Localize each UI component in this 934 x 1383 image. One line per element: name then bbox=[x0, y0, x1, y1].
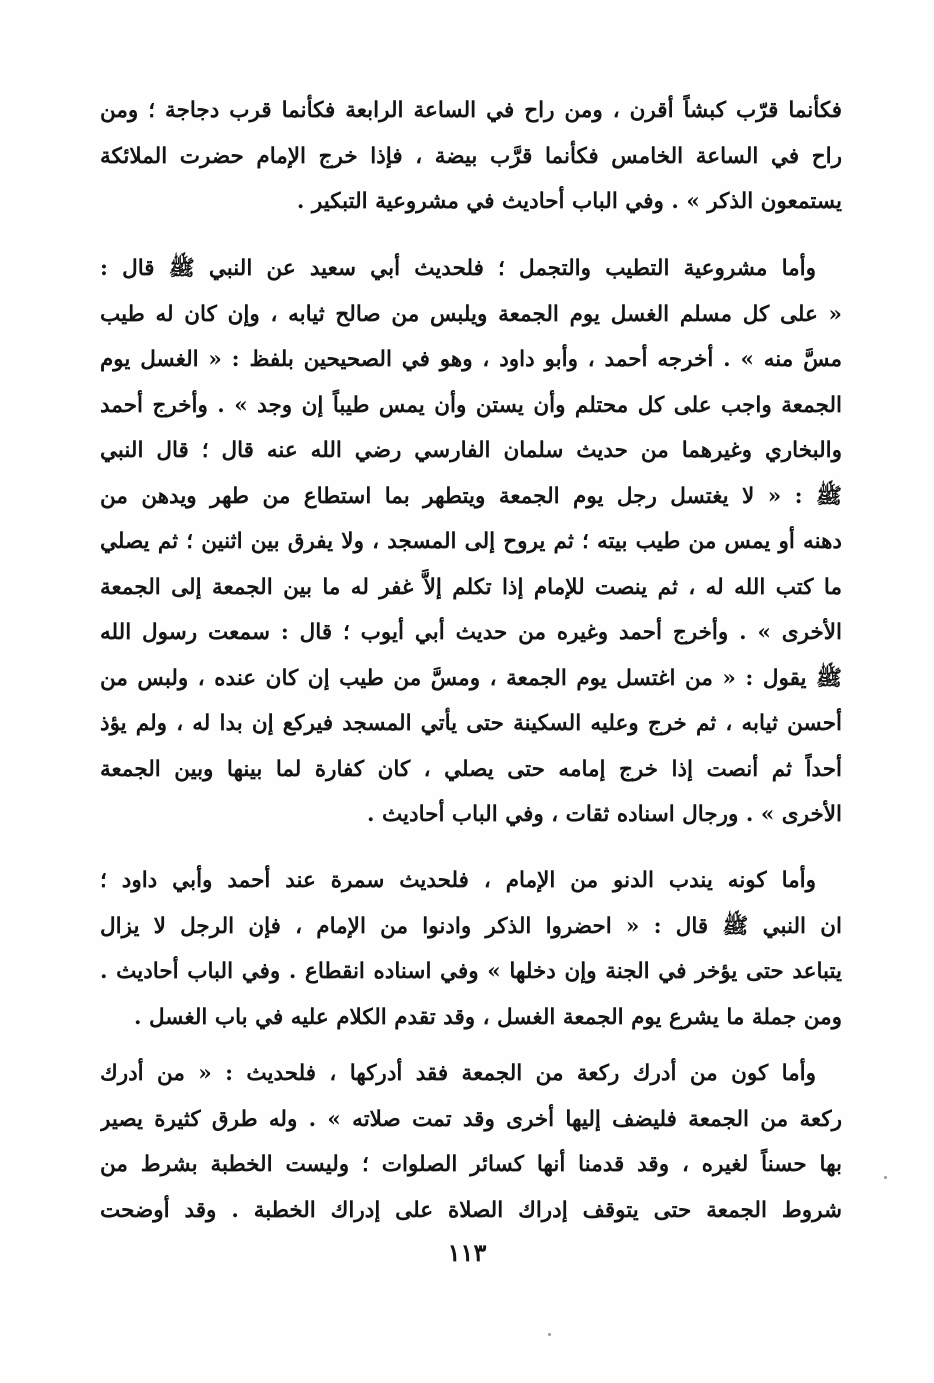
text-line: ﷺ : « لا يغتسل رجل يوم الجمعة ويتطهر بما استطاع من طهر ويدهن من bbox=[100, 483, 842, 509]
paragraph-1 bbox=[100, 88, 842, 225]
text-line: أحداً ثم أنصت إذا خرج إمامه حتى يصلي ، كان كفارة لما بينها وبين الجمعة bbox=[100, 756, 842, 782]
text-line: ومن جملة ما يشرع يوم الجمعة الغسل ، وقد تقدم الكلام عليه في باب الغسل . bbox=[134, 1004, 842, 1030]
text-line: يستمعون الذكر » . وفي الباب أحاديث في مشروعية التبكير . bbox=[296, 189, 842, 214]
text-line: ركعة من الجمعة فليضف إليها أخرى وقد تمت صلاته » . وله طرق كثيرة يصير bbox=[100, 1106, 842, 1132]
text-line: والبخاري وغيرهما من حديث سلمان الفارسي رضي الله عنه قال ؛ قال النبي bbox=[100, 438, 842, 463]
scan-speck bbox=[884, 1176, 887, 1179]
text-line: وأما كونه يندب الدنو من الإمام ، فلحديث سمرة عند أحمد وأبي داود ؛ bbox=[100, 868, 816, 893]
page-number: ١١٣ bbox=[447, 1238, 487, 1267]
text-line: ما كتب الله له ، ثم ينصت للإمام إذا تكلم إلاَّ غفر له ما بين الجمعة إلى الجمعة bbox=[100, 574, 842, 600]
text-line: ﷺ يقول : « من اغتسل يوم الجمعة ، ومسَّ من طيب إن كان عنده ، ولبس من bbox=[100, 665, 842, 691]
text-line: وأما مشروعية التطيب والتجمل ؛ فلحديث أبي سعيد عن النبي ﷺ قال : bbox=[100, 256, 816, 281]
text-line: بها حسناً لغيره ، وقد قدمنا أنها كسائر الصلوات ؛ وليست الخطبة بشرط من bbox=[100, 1152, 842, 1177]
text-line: أحسن ثيابه ، ثم خرج وعليه السكينة حتى يأتي المسجد فيركع إن بدا له ، ولم يؤذ bbox=[100, 711, 842, 736]
text-line: مسَّ منه » . أخرجه أحمد ، وأبو داود ، وهو في الصحيحين بلفظ : « الغسل يوم bbox=[100, 347, 842, 372]
text-line: الأخرى » . ورجال اسناده ثقات ، وفي الباب أحاديث . bbox=[366, 802, 842, 827]
text-line: الجمعة واجب على كل محتلم وأن يستن وأن يمس طيباً إن وجد » . وأخرج أحمد bbox=[100, 392, 842, 418]
text-line: الأخرى » . وأخرج أحمد وغيره من حديث أبي أيوب ؛ قال : سمعت رسول الله bbox=[100, 620, 842, 645]
text-line: ان النبي ﷺ قال : « احضروا الذكر وادنوا من الإمام ، فإن الرجل لا يزال bbox=[100, 913, 842, 939]
text-line: شروط الجمعة حتى يتوقف إدراك الصلاة على إدراك الخطبة . وقد أوضحت bbox=[100, 1197, 842, 1223]
text-line: راح في الساعة الخامس فكأنما قرَّب بيضة ، فإذا خرج الإمام حضرت الملائكة bbox=[100, 143, 842, 169]
scan-speck bbox=[548, 1333, 551, 1336]
text-line: دهنه أو يمس من طيب بيته ؛ ثم يروح إلى المسجد ، ولا يفرق بين اثنين ؛ ثم يصلي bbox=[100, 529, 842, 554]
paragraph-2 bbox=[100, 246, 842, 838]
text-line: « على كل مسلم الغسل يوم الجمعة ويلبس من صالح ثيابه ، وإن كان له طيب bbox=[100, 301, 842, 327]
paragraph-3 bbox=[100, 858, 842, 1040]
text-line: وأما كون من أدرك ركعة من الجمعة فقد أدركها ، فلحديث : « من أدرك bbox=[100, 1061, 816, 1086]
text-line: يتباعد حتى يؤخر في الجنة وإن دخلها » وفي اسناده انقطاع . وفي الباب أحاديث . bbox=[100, 959, 842, 984]
paragraph-4 bbox=[100, 1051, 842, 1233]
text-line: فكأنما قرّب كبشاً أقرن ، ومن راح في الساعة الرابعة فكأنما قرب دجاجة ؛ ومن bbox=[100, 98, 842, 123]
